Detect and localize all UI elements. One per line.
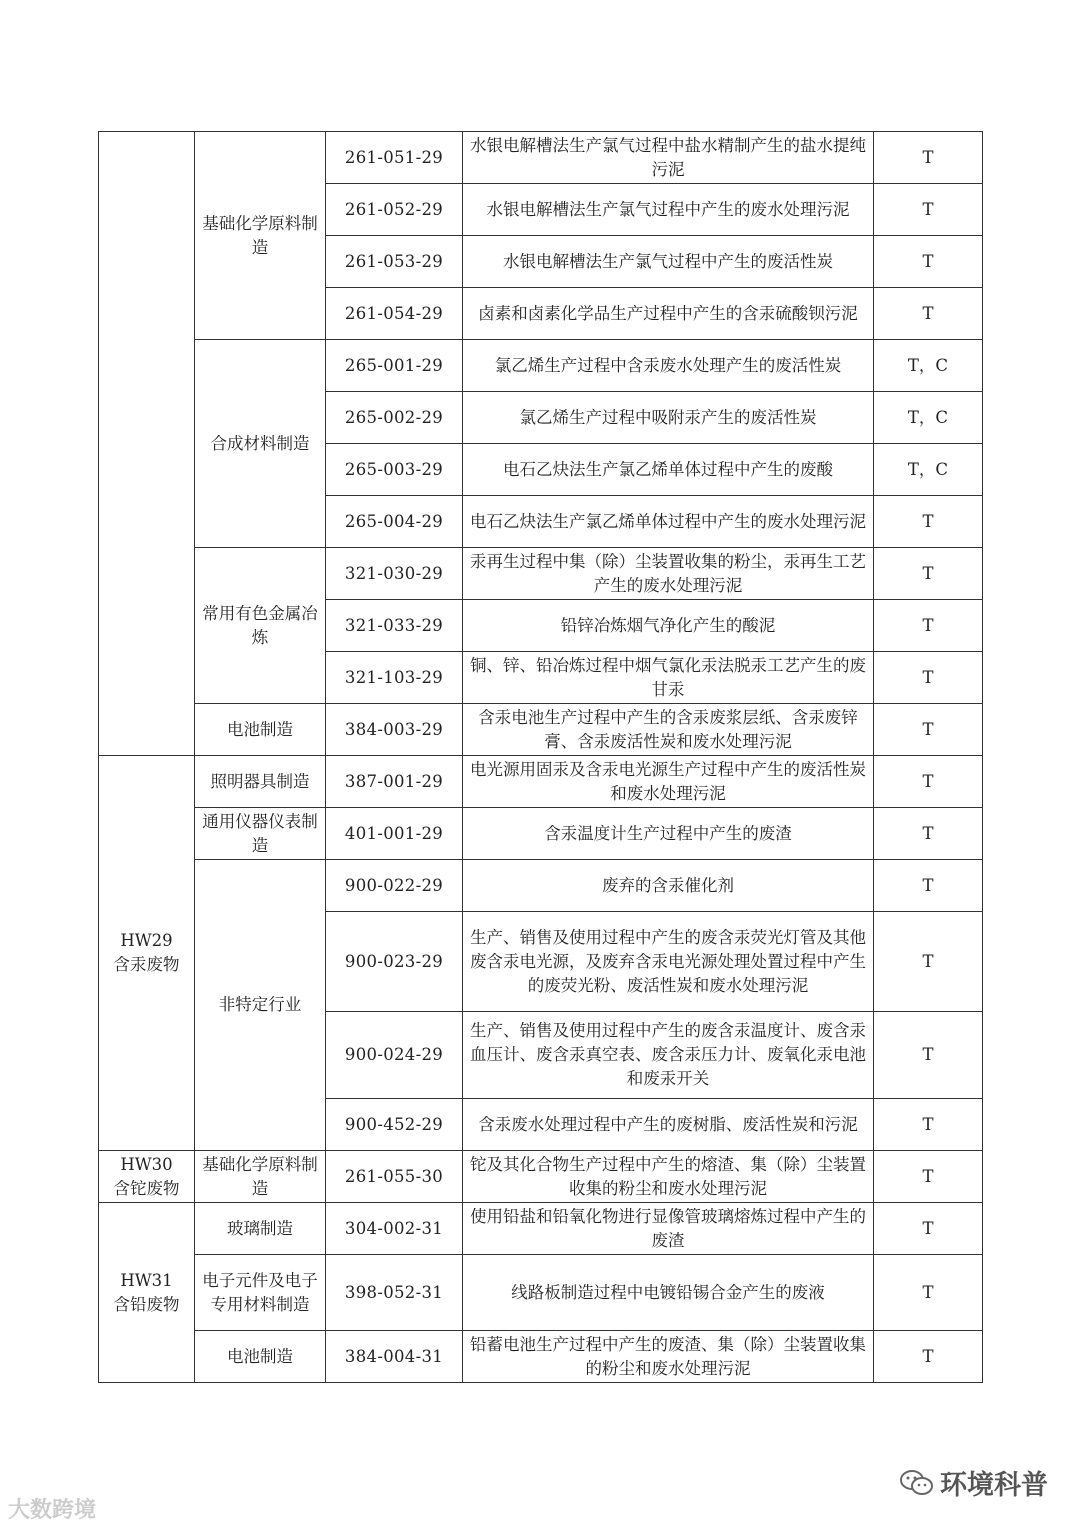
hazard-characteristic-cell: T	[874, 808, 983, 860]
hazard-characteristic-cell: T，C	[874, 444, 983, 496]
hazard-characteristic-cell: T	[874, 1255, 983, 1331]
hazard-characteristic-cell: T，C	[874, 392, 983, 444]
industry-cell: 非特定行业	[195, 860, 326, 1151]
waste-code-cell: 261-055-30	[326, 1151, 463, 1203]
table-row	[99, 1203, 983, 1255]
hazard-characteristic-cell: T	[874, 132, 983, 184]
waste-description-cell: 含汞电池生产过程中产生的含汞废浆层纸、含汞废锌膏、含汞废活性炭和废水处理污泥	[463, 704, 874, 756]
waste-code-cell: 261-051-29	[326, 132, 463, 184]
waste-category-cell: HW30 含铊废物	[99, 1151, 195, 1203]
waste-description-cell: 含汞废水处理过程中产生的废树脂、废活性炭和污泥	[463, 1099, 874, 1151]
hazard-characteristic-cell: T	[874, 652, 983, 704]
table-row	[99, 340, 983, 392]
watermark-right-text: 环境科普	[940, 1470, 1048, 1501]
industry-cell: 电池制造	[195, 704, 326, 756]
industry-cell: 照明器具制造	[195, 756, 326, 808]
waste-code-cell: 265-004-29	[326, 496, 463, 548]
hazard-characteristic-cell: T	[874, 600, 983, 652]
industry-cell: 通用仪器仪表制造	[195, 808, 326, 860]
waste-description-cell: 电光源用固汞及含汞电光源生产过程中产生的废活性炭和废水处理污泥	[463, 756, 874, 808]
industry-cell: 合成材料制造	[195, 340, 326, 548]
hazard-characteristic-cell: T	[874, 1012, 983, 1099]
wechat-icon	[900, 1469, 934, 1497]
waste-description-cell: 生产、销售及使用过程中产生的废含汞温度计、废含汞血压计、废含汞真空表、废含汞压力计、废氧化汞电池和废汞开关	[463, 1012, 874, 1099]
hazard-characteristic-cell: T	[874, 1151, 983, 1203]
waste-description-cell: 铊及其化合物生产过程中产生的熔渣、集（除）尘装置收集的粉尘和废水处理污泥	[463, 1151, 874, 1203]
waste-code-cell: 265-003-29	[326, 444, 463, 496]
industry-cell: 电子元件及电子专用材料制造	[195, 1255, 326, 1331]
waste-description-cell: 含汞温度计生产过程中产生的废渣	[463, 808, 874, 860]
table-row	[99, 704, 983, 756]
hazard-characteristic-cell: T	[874, 912, 983, 1012]
hazard-characteristic-cell: T	[874, 496, 983, 548]
table-row	[99, 860, 983, 912]
table-row	[99, 808, 983, 860]
waste-code-cell: 261-053-29	[326, 236, 463, 288]
waste-code-cell: 265-001-29	[326, 340, 463, 392]
waste-code-cell: 900-024-29	[326, 1012, 463, 1099]
hazard-characteristic-cell: T	[874, 548, 983, 600]
waste-code-cell: 900-022-29	[326, 860, 463, 912]
waste-description-cell: 生产、销售及使用过程中产生的废含汞荧光灯管及其他废含汞电光源，及废弃含汞电光源处理处置过程中产生的废荧光粉、废活性炭和废水处理污泥	[463, 912, 874, 1012]
waste-description-cell: 废弃的含汞催化剂	[463, 860, 874, 912]
waste-code-cell: 261-052-29	[326, 184, 463, 236]
waste-category-cell: HW29 含汞废物	[99, 756, 195, 1151]
industry-cell: 玻璃制造	[195, 1203, 326, 1255]
hazard-characteristic-cell: T	[874, 1099, 983, 1151]
waste-description-cell: 汞再生过程中集（除）尘装置收集的粉尘，汞再生工艺产生的废水处理污泥	[463, 548, 874, 600]
waste-description-cell: 水银电解槽法生产氯气过程中产生的废活性炭	[463, 236, 874, 288]
hazard-characteristic-cell: T	[874, 1331, 983, 1383]
hazard-characteristic-cell: T	[874, 860, 983, 912]
waste-code-cell: 321-030-29	[326, 548, 463, 600]
waste-code-cell: 398-052-31	[326, 1255, 463, 1331]
hazard-characteristic-cell: T	[874, 1203, 983, 1255]
hazardous-waste-table	[98, 131, 983, 1383]
table-row	[99, 1331, 983, 1383]
waste-code-cell: 265-002-29	[326, 392, 463, 444]
table-row	[99, 132, 983, 184]
waste-description-cell: 卤素和卤素化学品生产过程中产生的含汞硫酸钡污泥	[463, 288, 874, 340]
table-row	[99, 548, 983, 600]
waste-code-cell: 387-001-29	[326, 756, 463, 808]
waste-category-cell: HW31 含铅废物	[99, 1203, 195, 1383]
waste-code-cell: 384-004-31	[326, 1331, 463, 1383]
watermark-left-text: 大数跨境	[8, 1498, 97, 1523]
waste-description-cell: 水银电解槽法生产氯气过程中盐水精制产生的盐水提纯污泥	[463, 132, 874, 184]
waste-description-cell: 电石乙炔法生产氯乙烯单体过程中产生的废酸	[463, 444, 874, 496]
waste-description-cell: 使用铅盐和铅氧化物进行显像管玻璃熔炼过程中产生的废渣	[463, 1203, 874, 1255]
waste-code-cell: 321-033-29	[326, 600, 463, 652]
hazard-characteristic-cell: T	[874, 184, 983, 236]
table-row	[99, 1255, 983, 1331]
waste-code-cell: 900-452-29	[326, 1099, 463, 1151]
industry-cell: 基础化学原料制造	[195, 132, 326, 340]
waste-description-cell: 水银电解槽法生产氯气过程中产生的废水处理污泥	[463, 184, 874, 236]
waste-description-cell: 铅蓄电池生产过程中产生的废渣、集（除）尘装置收集的粉尘和废水处理污泥	[463, 1331, 874, 1383]
hazard-characteristic-cell: T	[874, 236, 983, 288]
waste-code-cell: 261-054-29	[326, 288, 463, 340]
hazard-characteristic-cell: T，C	[874, 340, 983, 392]
waste-description-cell: 线路板制造过程中电镀铅锡合金产生的废液	[463, 1255, 874, 1331]
industry-cell: 电池制造	[195, 1331, 326, 1383]
watermark-right	[900, 1463, 1048, 1502]
waste-code-cell: 401-001-29	[326, 808, 463, 860]
waste-category-cell	[99, 132, 195, 756]
waste-code-cell: 321-103-29	[326, 652, 463, 704]
waste-code-cell: 384-003-29	[326, 704, 463, 756]
waste-description-cell: 氯乙烯生产过程中吸附汞产生的废活性炭	[463, 392, 874, 444]
industry-cell: 基础化学原料制造	[195, 1151, 326, 1203]
waste-code-cell: 304-002-31	[326, 1203, 463, 1255]
watermark-left	[8, 1493, 96, 1524]
waste-description-cell: 氯乙烯生产过程中含汞废水处理产生的废活性炭	[463, 340, 874, 392]
table-row	[99, 756, 983, 808]
hazard-characteristic-cell: T	[874, 756, 983, 808]
table-row	[99, 1151, 983, 1203]
hazard-characteristic-cell: T	[874, 288, 983, 340]
waste-description-cell: 电石乙炔法生产氯乙烯单体过程中产生的废水处理污泥	[463, 496, 874, 548]
waste-description-cell: 铅锌冶炼烟气净化产生的酸泥	[463, 600, 874, 652]
waste-code-cell: 900-023-29	[326, 912, 463, 1012]
industry-cell: 常用有色金属冶炼	[195, 548, 326, 704]
hazard-characteristic-cell: T	[874, 704, 983, 756]
waste-description-cell: 铜、锌、铅冶炼过程中烟气氯化汞法脱汞工艺产生的废甘汞	[463, 652, 874, 704]
